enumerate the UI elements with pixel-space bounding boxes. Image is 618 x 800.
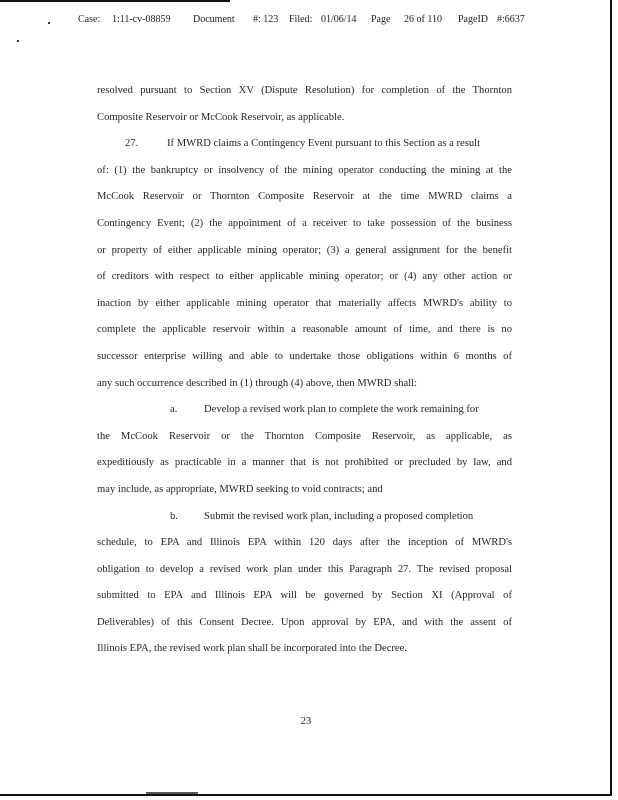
document-number: #: 123 — [253, 14, 279, 25]
body-line: complete the applicable reservoir within a reasonable amount of time, and there is no — [97, 324, 512, 336]
body-line: Composite Reservoir or McCook Reservoir, as applicable. — [97, 111, 345, 123]
subparagraph-a-label: a. — [170, 404, 178, 416]
body-line: inaction by either applicable mining operator that materially affects MWRD's ability to — [97, 297, 512, 309]
body-line: submitted to EPA and Illinois EPA will be governed by Section XI (Approval of — [97, 590, 512, 602]
pageid-number: #:6637 — [497, 14, 525, 25]
body-line: resolved pursuant to Section XV (Dispute Resolution) for completion of the Thornton — [97, 85, 512, 96]
page-label: Page — [371, 14, 391, 25]
scan-speck — [48, 22, 50, 24]
body-line: may include, as appropriate, MWRD seeking to void contracts; and — [97, 483, 383, 495]
body-line: of: (1) the bankruptcy or insolvency of the mining operator conducting the mining at the — [97, 164, 512, 176]
scan-top-rule — [0, 0, 230, 2]
body-line: Submit the revised work plan, including a proposed completion — [204, 510, 474, 522]
body-line: Develop a revised work plan to complete the work remaining for — [204, 404, 479, 416]
body-line: obligation to develop a revised work plan under this Paragraph 27. The revised proposal — [97, 563, 512, 575]
scan-speck — [17, 40, 19, 42]
body-line: McCook Reservoir or Thornton Composite Reservoir at the time MWRD claims a — [97, 191, 512, 203]
body-line: the McCook Reservoir or the Thornton Composite Reservoir, as applicable, as — [97, 430, 512, 442]
page-number: 23 — [300, 716, 312, 727]
body-line: Deliverables) of this Consent Decree. Upon approval by EPA, and with the assent of — [97, 616, 512, 628]
body-line: successor enterprise willing and able to undertake those obligations within 6 months of — [97, 350, 512, 362]
body-line: If MWRD claims a Contingency Event pursuant to this Section as a result — [167, 138, 481, 150]
subparagraph-b-label: b. — [170, 510, 178, 522]
paragraph-27-first-line — [97, 131, 512, 158]
paragraph-number: 27. — [125, 138, 139, 150]
body-line: or property of either applicable mining operator; (3) a general assignment for the benefit — [97, 244, 512, 256]
case-label: Case: — [78, 14, 101, 25]
body-line: Illinois EPA, the revised work plan shall be incorporated into the Decree. — [97, 643, 407, 655]
scan-bottom-mark — [146, 792, 198, 794]
subparagraph-b-first-line — [97, 504, 512, 531]
body-line: expeditiously as practicable in a manner that is not prohibited or precluded by law, and — [97, 457, 512, 469]
body-line: of creditors with respect to either applicable mining operator; or (4) any other action or — [97, 271, 512, 283]
body-line: Contingency Event; (2) the appointment of a receiver to take possession of the business — [97, 217, 512, 229]
filed-date: 01/06/14 — [321, 14, 357, 25]
document-body — [97, 78, 512, 663]
pageid-label: PageID — [458, 14, 488, 25]
subparagraph-a-first-line — [97, 397, 512, 424]
filed-label: Filed: — [289, 14, 313, 25]
page-of: 26 of 110 — [404, 14, 442, 25]
body-line: any such occurrence described in (1) through (4) above, then MWRD shall: — [97, 377, 418, 389]
document-label: Document — [193, 14, 235, 25]
case-number: 1:11-cv-08859 — [112, 14, 171, 25]
body-line: schedule, to EPA and Illinois EPA within 120 days after the inception of MWRD's — [97, 537, 512, 549]
